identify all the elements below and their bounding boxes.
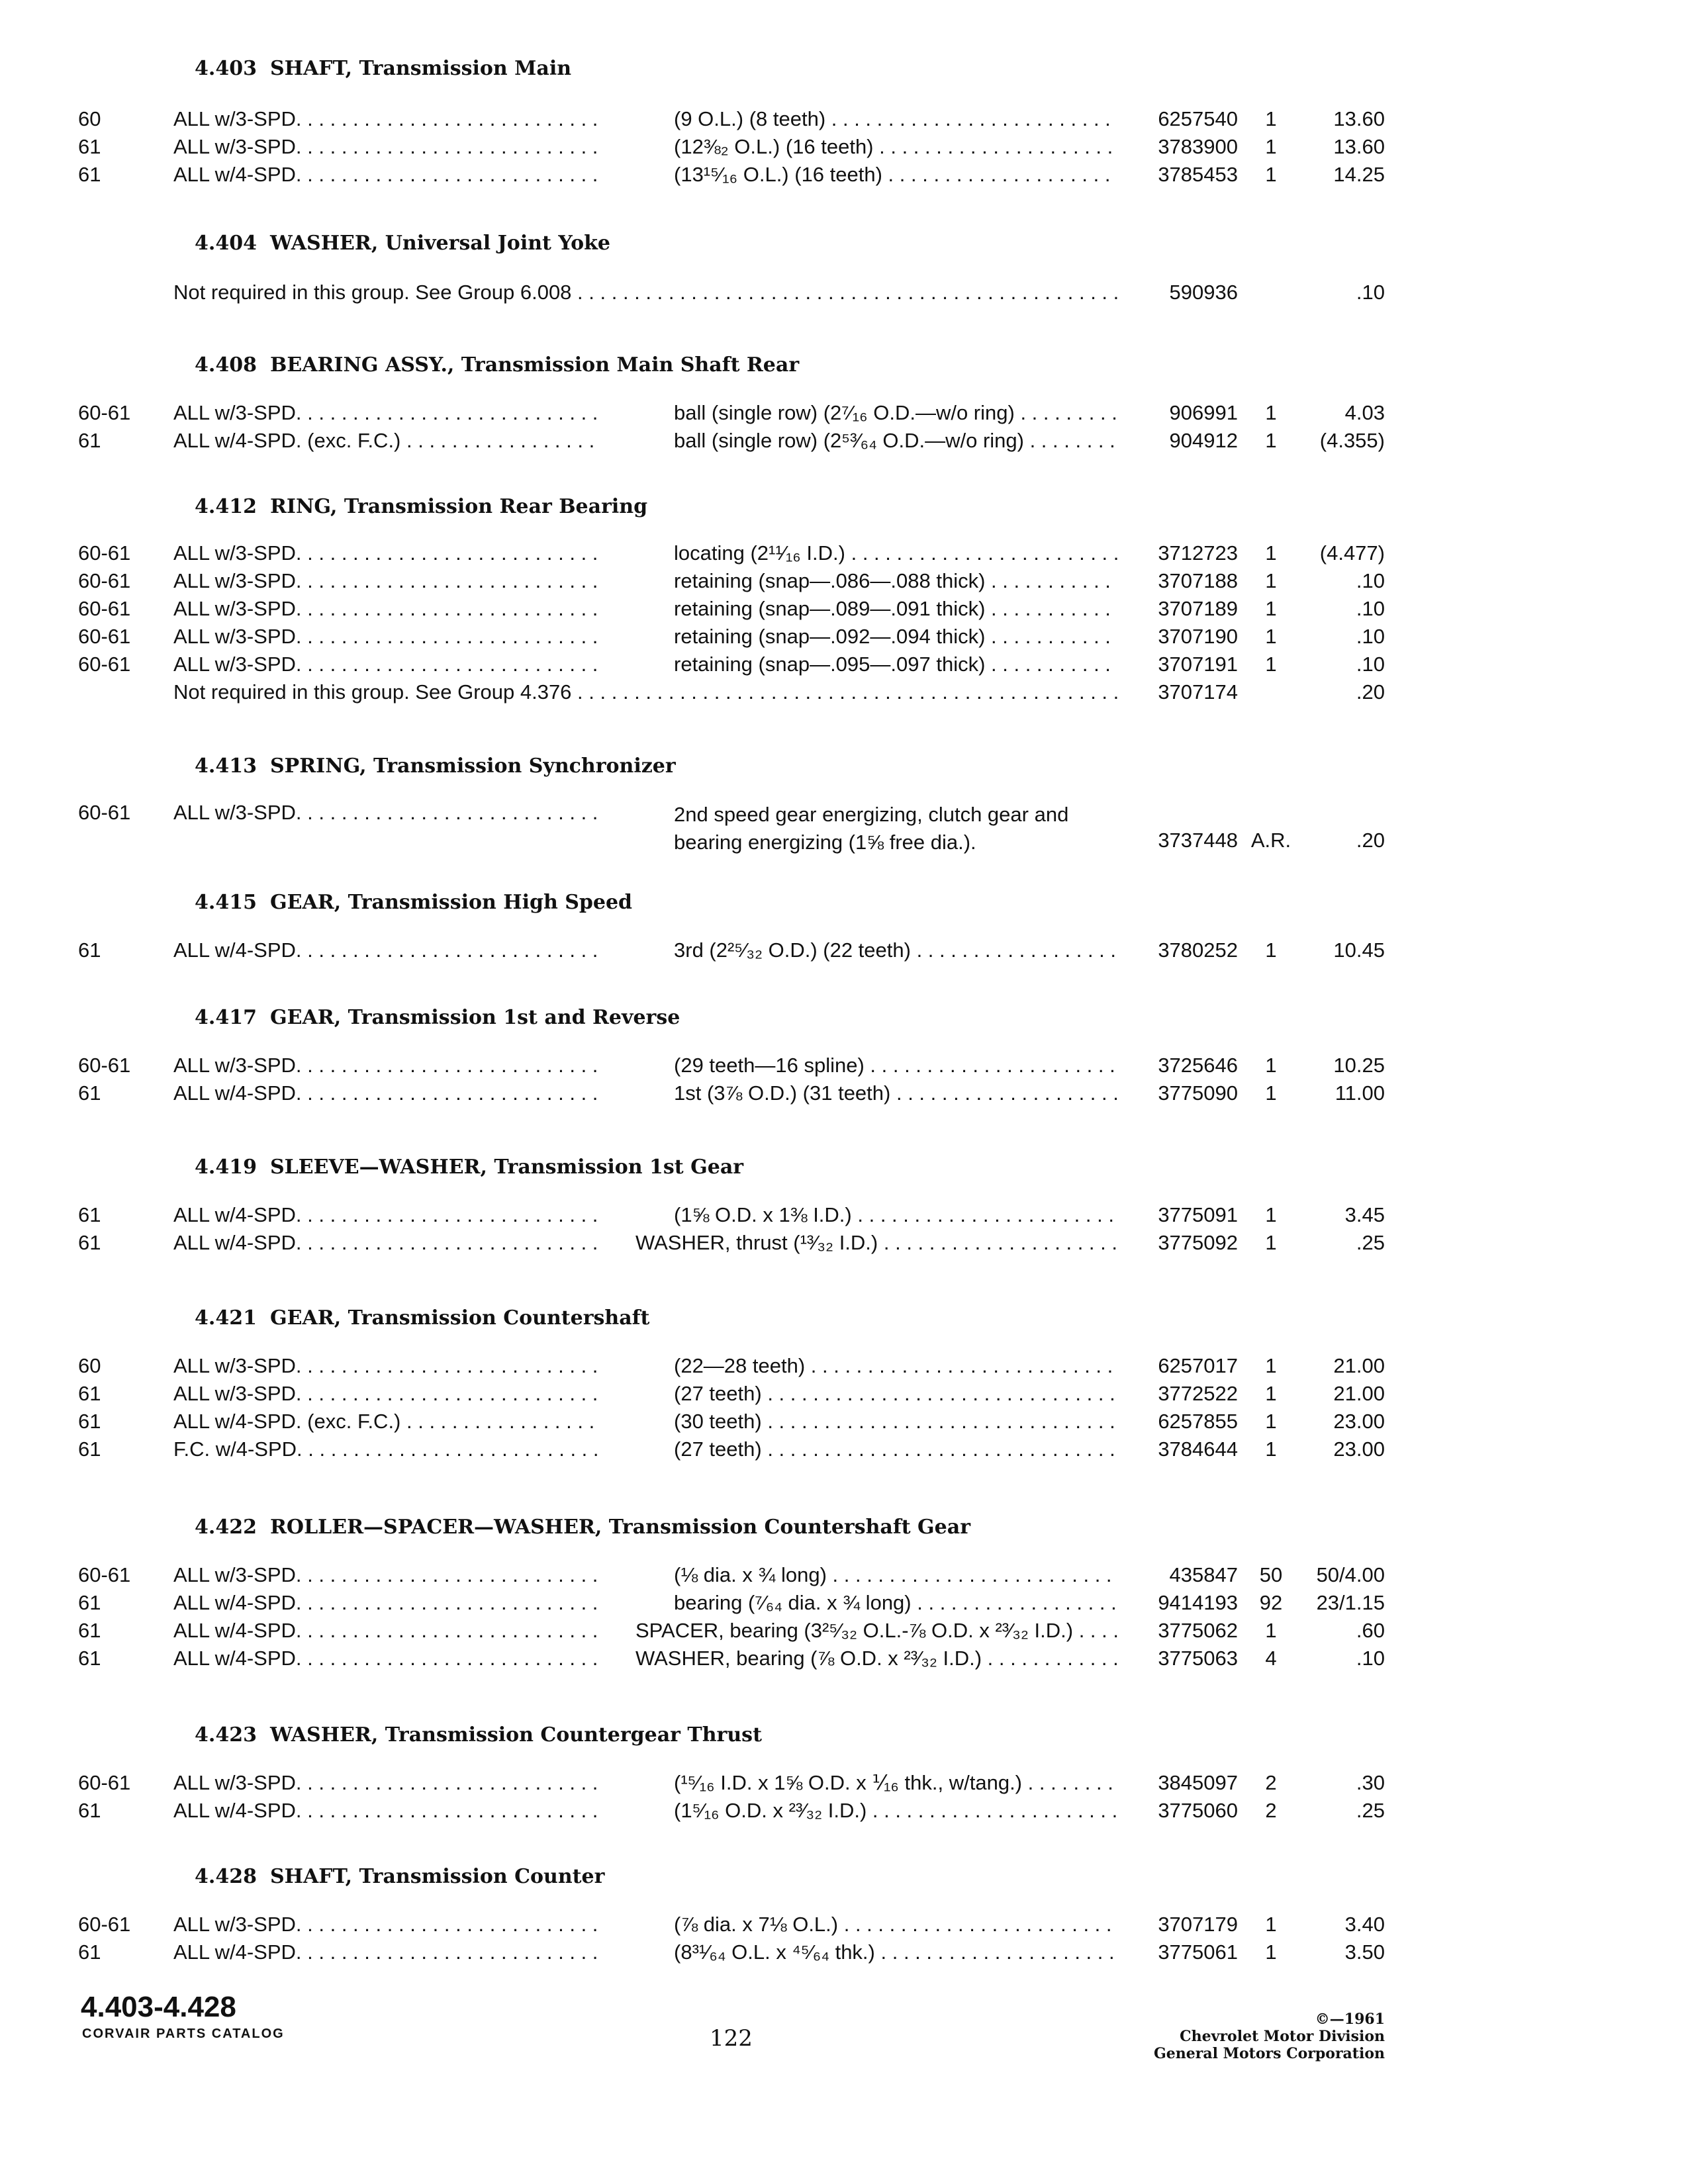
quantity-cell: 1 — [1265, 1203, 1277, 1226]
part-number-cell: 3707190 — [1158, 625, 1238, 648]
quantity-cell: 1 — [1265, 1354, 1277, 1377]
part-number-cell: 904912 — [1169, 429, 1238, 452]
description-cell: (1⁵⁄₁₆ O.D. x ²³⁄₃₂ I.D.) . . . — [674, 1799, 1117, 1823]
parts-row — [0, 1913, 1688, 1940]
quantity-cell: 4 — [1265, 1647, 1277, 1670]
year-cell: 60-61 — [78, 801, 131, 824]
parts-row — [0, 1940, 1688, 1968]
parts-row — [0, 1563, 1688, 1591]
year-cell: 61 — [78, 1940, 101, 1964]
section-heading — [195, 1865, 604, 1888]
year-cell: 61 — [78, 163, 101, 186]
description-cell: WASHER, bearing (⅞ O.D. x ²³⁄₃₂ I.D.) . . . — [635, 1647, 1117, 1670]
parts-row — [0, 429, 1688, 457]
price-cell: (4.477) — [1319, 541, 1385, 565]
section-title: GEAR, Transmission High Speed — [270, 891, 633, 914]
section-number: 4.417 — [195, 1006, 257, 1029]
price-cell: .10 — [1356, 653, 1385, 676]
model-cell: ALL w/3-SPD. . . . — [173, 1913, 597, 1936]
model-cell: ALL w/3-SPD. . . . — [173, 569, 597, 593]
description-cell: retaining (snap—.092—.094 thick) . . . — [674, 625, 1117, 649]
quantity-cell: 1 — [1265, 401, 1277, 424]
section-title: GEAR, Transmission 1st and Reverse — [270, 1006, 680, 1029]
quantity-cell: 2 — [1265, 1771, 1277, 1794]
model-cell: ALL w/3-SPD. . . . — [173, 1771, 597, 1795]
year-cell: 61 — [78, 1437, 101, 1461]
parts-row — [0, 653, 1688, 680]
description-cell: retaining (snap—.089—.091 thick) . . . — [674, 597, 1117, 621]
description-cell: ball (single row) (2⁷⁄₁₆ O.D.—w/o ring) . . . — [674, 401, 1117, 425]
price-cell: 23.00 — [1333, 1437, 1385, 1461]
part-number-cell: 3707191 — [1158, 653, 1238, 676]
year-cell: 60-61 — [78, 597, 131, 620]
part-number-cell: 3784644 — [1158, 1437, 1238, 1461]
price-cell: 11.00 — [1335, 1081, 1385, 1105]
parts-row — [0, 281, 1688, 308]
description-cell: (9 O.L.) (8 teeth) . . . — [674, 107, 1117, 131]
quantity-cell: 92 — [1259, 1591, 1283, 1614]
year-cell: 60-61 — [78, 1771, 131, 1794]
year-cell: 61 — [78, 1081, 101, 1105]
part-number-cell: 3780252 — [1158, 938, 1238, 962]
section-title: RING, Transmission Rear Bearing — [270, 495, 648, 518]
part-number-cell: 3775063 — [1158, 1647, 1238, 1670]
description-cell: (¹⁵⁄₁₆ I.D. x 1⅝ O.D. x ⅟₁₆ thk., w/tang.) . . . — [674, 1771, 1117, 1795]
part-number-cell: 906991 — [1169, 401, 1238, 424]
description-cell: (⅞ dia. x 7⅛ O.L.) . . . — [674, 1913, 1117, 1936]
price-cell: 3.50 — [1344, 1940, 1385, 1964]
price-cell: .25 — [1356, 1231, 1385, 1254]
year-cell: 61 — [78, 1591, 101, 1614]
part-number-cell: 3712723 — [1158, 541, 1238, 565]
price-cell: .25 — [1356, 1799, 1385, 1822]
model-cell: F.C. w/4-SPD. . . . — [173, 1437, 597, 1461]
part-number-cell: 3725646 — [1158, 1054, 1238, 1077]
section-number: 4.412 — [195, 495, 257, 518]
section-title: SLEEVE—WASHER, Transmission 1st Gear — [270, 1156, 744, 1179]
description-cell: retaining (snap—.086—.088 thick) . . . — [674, 569, 1117, 593]
parts-row — [0, 597, 1688, 625]
description-cell: 3rd (2²⁵⁄₃₂ O.D.) (22 teeth) . . . — [674, 938, 1117, 962]
parts-row — [0, 938, 1688, 966]
price-cell: 3.45 — [1344, 1203, 1385, 1226]
parts-row — [0, 1410, 1688, 1437]
model-cell: ALL w/4-SPD. (exc. F.C.) . . . — [173, 1410, 597, 1433]
year-cell: 61 — [78, 1799, 101, 1822]
price-cell: 50/4.00 — [1316, 1563, 1385, 1586]
part-number-cell: 3737448 — [1158, 829, 1238, 852]
description-cell: ball (single row) (2⁵³⁄₆₄ O.D.—w/o ring) . . . — [674, 429, 1117, 453]
note-cell: Not required in this group. See Group 6.008 . . . — [173, 281, 1117, 304]
copyright-block — [1154, 2011, 1385, 2062]
description-cell: (13¹⁵⁄₁₆ O.L.) (16 teeth) . . . — [674, 163, 1117, 187]
part-number-cell: 6257017 — [1158, 1354, 1238, 1377]
division: Chevrolet Motor Division — [1180, 2028, 1385, 2045]
price-cell: .30 — [1356, 1771, 1385, 1794]
model-cell: ALL w/4-SPD. . . . — [173, 1081, 597, 1105]
parts-row — [0, 1647, 1688, 1674]
part-number-cell: 3772522 — [1158, 1382, 1238, 1405]
year-cell: 60-61 — [78, 1563, 131, 1586]
price-cell: .20 — [1356, 829, 1385, 852]
section-number: 4.408 — [195, 353, 257, 377]
description-cell: 1st (3⅞ O.D.) (31 teeth) . . . — [674, 1081, 1117, 1105]
quantity-cell: 2 — [1265, 1799, 1277, 1822]
year-cell: 60-61 — [78, 1054, 131, 1077]
quantity-cell: 1 — [1265, 1940, 1277, 1964]
part-number-cell: 590936 — [1169, 281, 1238, 304]
description-cell: (29 teeth—16 spline) . . . — [674, 1054, 1117, 1077]
parts-row — [0, 1437, 1688, 1465]
model-cell: ALL w/3-SPD. . . . — [173, 653, 597, 676]
section-title: BEARING ASSY., Transmission Main Shaft Rear — [270, 353, 800, 377]
part-number-cell: 3775061 — [1158, 1940, 1238, 1964]
part-number-cell: 3707189 — [1158, 597, 1238, 620]
section-heading — [195, 495, 647, 518]
section-title: GEAR, Transmission Countershaft — [270, 1306, 650, 1330]
parts-row — [0, 401, 1688, 429]
quantity-cell: 1 — [1265, 1619, 1277, 1642]
quantity-cell: 1 — [1265, 1054, 1277, 1077]
year-cell: 61 — [78, 1203, 101, 1226]
quantity-cell: 50 — [1259, 1563, 1283, 1586]
part-number-cell: 9414193 — [1158, 1591, 1238, 1614]
year-cell: 60-61 — [78, 625, 131, 648]
description-cell: retaining (snap—.095—.097 thick) . . . — [674, 653, 1117, 676]
model-cell: ALL w/3-SPD. . . . — [173, 625, 597, 649]
part-number-cell: 6257855 — [1158, 1410, 1238, 1433]
corporation: General Motors Corporation — [1153, 2045, 1385, 2062]
description-cell: WASHER, thrust (¹³⁄₃₂ I.D.) . . . — [635, 1231, 1117, 1255]
part-number-cell: 3775090 — [1158, 1081, 1238, 1105]
parts-row — [0, 1382, 1688, 1410]
price-cell: 23/1.15 — [1316, 1591, 1385, 1614]
model-cell: ALL w/3-SPD. . . . — [173, 1354, 597, 1378]
model-cell: ALL w/3-SPD. . . . — [173, 1563, 597, 1587]
parts-row — [0, 1081, 1688, 1109]
section-number: 4.413 — [195, 754, 257, 778]
section-title: SHAFT, Transmission Main — [270, 57, 572, 80]
description-cell: SPACER, bearing (3²⁵⁄₃₂ O.L.-⅞ O.D. x ²³⁄₃₂ I.D.) . . . — [635, 1619, 1117, 1643]
year-cell: 61 — [78, 1619, 101, 1642]
quantity-cell: 1 — [1265, 938, 1277, 962]
year-cell: 60-61 — [78, 401, 131, 424]
model-cell: ALL w/3-SPD. . . . — [173, 401, 597, 425]
quantity-cell: 1 — [1265, 1382, 1277, 1405]
model-cell: ALL w/3-SPD. . . . — [173, 541, 597, 565]
year-cell: 61 — [78, 938, 101, 962]
part-number-cell: 3775062 — [1158, 1619, 1238, 1642]
section-heading — [195, 1006, 680, 1029]
parts-row — [0, 1619, 1688, 1647]
section-heading — [195, 891, 632, 914]
price-cell: 14.25 — [1333, 163, 1385, 186]
parts-row — [0, 1231, 1688, 1259]
price-cell: 21.00 — [1333, 1382, 1385, 1405]
part-number-cell: 3845097 — [1158, 1771, 1238, 1794]
description-cell: bearing (⁷⁄₆₄ dia. x ¾ long) . . . — [674, 1591, 1117, 1615]
parts-row — [0, 1354, 1688, 1382]
price-cell: 10.45 — [1333, 938, 1385, 962]
quantity-cell: 1 — [1265, 163, 1277, 186]
section-heading — [195, 57, 571, 80]
year-cell: 60-61 — [78, 653, 131, 676]
quantity-cell: 1 — [1265, 1410, 1277, 1433]
year-cell: 60-61 — [78, 1913, 131, 1936]
quantity-cell: 1 — [1265, 1231, 1277, 1254]
price-cell: .10 — [1356, 597, 1385, 620]
part-number-cell: 3775060 — [1158, 1799, 1238, 1822]
parts-row — [0, 135, 1688, 163]
price-cell: .60 — [1356, 1619, 1385, 1642]
copyright: ©—1961 — [1315, 2011, 1385, 2028]
part-number-cell: 3785453 — [1158, 163, 1238, 186]
section-heading — [195, 754, 676, 778]
part-number-cell: 3775091 — [1158, 1203, 1238, 1226]
quantity-cell: 1 — [1265, 1081, 1277, 1105]
description-cell: (⅛ dia. x ¾ long) . . . — [674, 1563, 1117, 1587]
model-cell: ALL w/4-SPD. . . . — [173, 1203, 597, 1227]
part-number-cell: 3707188 — [1158, 569, 1238, 592]
quantity-cell: 1 — [1265, 1913, 1277, 1936]
catalog-title: CORVAIR PARTS CATALOG — [82, 2026, 285, 2041]
price-cell: (4.355) — [1319, 429, 1385, 452]
year-cell: 60-61 — [78, 569, 131, 592]
model-cell: ALL w/4-SPD. . . . — [173, 1799, 597, 1823]
year-cell: 60-61 — [78, 541, 131, 565]
model-cell: ALL w/4-SPD. . . . — [173, 163, 597, 187]
note-cell: Not required in this group. See Group 4.376 . . . — [173, 680, 1117, 704]
part-number-cell: 3775092 — [1158, 1231, 1238, 1254]
price-cell: .10 — [1356, 569, 1385, 592]
section-number: 4.415 — [195, 891, 257, 914]
parts-row — [0, 625, 1688, 653]
section-heading — [195, 1156, 743, 1179]
year-cell: 61 — [78, 1647, 101, 1670]
price-cell: 21.00 — [1333, 1354, 1385, 1377]
section-number: 4.428 — [195, 1865, 257, 1888]
model-cell: ALL w/3-SPD. . . . — [173, 107, 597, 131]
section-number: 4.404 — [195, 232, 257, 255]
price-cell: .10 — [1356, 625, 1385, 648]
price-cell: 13.60 — [1333, 135, 1385, 158]
model-cell: ALL w/4-SPD. . . . — [173, 1591, 597, 1615]
parts-row — [0, 107, 1688, 135]
quantity-cell: 1 — [1265, 135, 1277, 158]
year-cell: 61 — [78, 135, 101, 158]
year-cell: 60 — [78, 1354, 101, 1377]
parts-row — [0, 569, 1688, 597]
section-title: ROLLER—SPACER—WASHER, Transmission Countershaft Gear — [270, 1516, 971, 1539]
parts-row — [0, 1591, 1688, 1619]
parts-row — [0, 1054, 1688, 1081]
price-cell: .20 — [1356, 680, 1385, 704]
parts-row — [0, 801, 1688, 856]
model-cell: ALL w/3-SPD. . . . — [173, 801, 597, 825]
page-number: 122 — [710, 2025, 753, 2052]
section-heading — [195, 232, 610, 255]
model-cell: ALL w/4-SPD. . . . — [173, 1940, 597, 1964]
part-number-cell: 435847 — [1169, 1563, 1238, 1586]
price-cell: 13.60 — [1333, 107, 1385, 130]
price-cell: 3.40 — [1344, 1913, 1385, 1936]
section-title: WASHER, Universal Joint Yoke — [270, 232, 611, 255]
part-number-cell: 3707174 — [1158, 680, 1238, 704]
section-number: 4.421 — [195, 1306, 257, 1330]
year-cell: 61 — [78, 1231, 101, 1254]
section-number: 4.423 — [195, 1723, 257, 1747]
quantity-cell: 1 — [1265, 1437, 1277, 1461]
model-cell: ALL w/4-SPD. . . . — [173, 1619, 597, 1643]
quantity-cell: 1 — [1265, 625, 1277, 648]
parts-row — [0, 1799, 1688, 1827]
parts-row — [0, 680, 1688, 708]
price-cell: 4.03 — [1344, 401, 1385, 424]
parts-row — [0, 1203, 1688, 1231]
year-cell: 61 — [78, 429, 101, 452]
description-cell: (30 teeth) . . . — [674, 1410, 1117, 1433]
model-cell: ALL w/3-SPD. . . . — [173, 1382, 597, 1406]
part-number-cell: 6257540 — [1158, 107, 1238, 130]
year-cell: 61 — [78, 1382, 101, 1405]
model-cell: ALL w/3-SPD. . . . — [173, 597, 597, 621]
group-range: 4.403-4.428 — [81, 1991, 236, 2023]
description-cell: (1⅝ O.D. x 1⅜ I.D.) . . . — [674, 1203, 1117, 1227]
parts-row — [0, 1771, 1688, 1799]
description-cell: (12⅜₂ O.L.) (16 teeth) . . . — [674, 135, 1117, 159]
section-title: SPRING, Transmission Synchronizer — [270, 754, 676, 778]
section-number: 4.403 — [195, 57, 257, 80]
section-heading — [195, 1723, 762, 1747]
quantity-cell: 1 — [1265, 107, 1277, 130]
year-cell: 61 — [78, 1410, 101, 1433]
section-number: 4.422 — [195, 1516, 257, 1539]
model-cell: ALL w/3-SPD. . . . — [173, 1054, 597, 1077]
section-heading — [195, 353, 799, 377]
model-cell: ALL w/4-SPD. (exc. F.C.) . . . — [173, 429, 597, 453]
section-heading — [195, 1516, 970, 1539]
description-cell: (22—28 teeth) . . . — [674, 1354, 1117, 1378]
description-cell: (8³¹⁄₆₄ O.L. x ⁴⁵⁄₆₄ thk.) . . . — [674, 1940, 1117, 1964]
quantity-cell: A.R. — [1250, 829, 1291, 852]
price-cell: .10 — [1356, 281, 1385, 304]
price-cell: 10.25 — [1333, 1054, 1385, 1077]
parts-row — [0, 163, 1688, 191]
description-cell: (27 teeth) . . . — [674, 1382, 1117, 1406]
section-number: 4.419 — [195, 1156, 257, 1179]
model-cell: ALL w/4-SPD. . . . — [173, 1647, 597, 1670]
description-cell: (27 teeth) . . . — [674, 1437, 1117, 1461]
model-cell: ALL w/4-SPD. . . . — [173, 1231, 597, 1255]
model-cell: ALL w/4-SPD. . . . — [173, 938, 597, 962]
part-number-cell: 3707179 — [1158, 1913, 1238, 1936]
price-cell: 23.00 — [1333, 1410, 1385, 1433]
quantity-cell: 1 — [1265, 653, 1277, 676]
year-cell: 60 — [78, 107, 101, 130]
section-heading — [195, 1306, 649, 1330]
quantity-cell: 1 — [1265, 429, 1277, 452]
section-title: WASHER, Transmission Countergear Thrust — [270, 1723, 762, 1747]
description-cell: 2nd speed gear energizing, clutch gear and bearing energizing (1⅝ free dia.). — [674, 803, 1069, 854]
description-cell: locating (2¹¹⁄₁₆ I.D.) . . . — [674, 541, 1117, 565]
quantity-cell: 1 — [1265, 569, 1277, 592]
price-cell: .10 — [1356, 1647, 1385, 1670]
parts-row — [0, 541, 1688, 569]
quantity-cell: 1 — [1265, 597, 1277, 620]
quantity-cell: 1 — [1265, 541, 1277, 565]
model-cell: ALL w/3-SPD. . . . — [173, 135, 597, 159]
section-title: SHAFT, Transmission Counter — [270, 1865, 605, 1888]
part-number-cell: 3783900 — [1158, 135, 1238, 158]
